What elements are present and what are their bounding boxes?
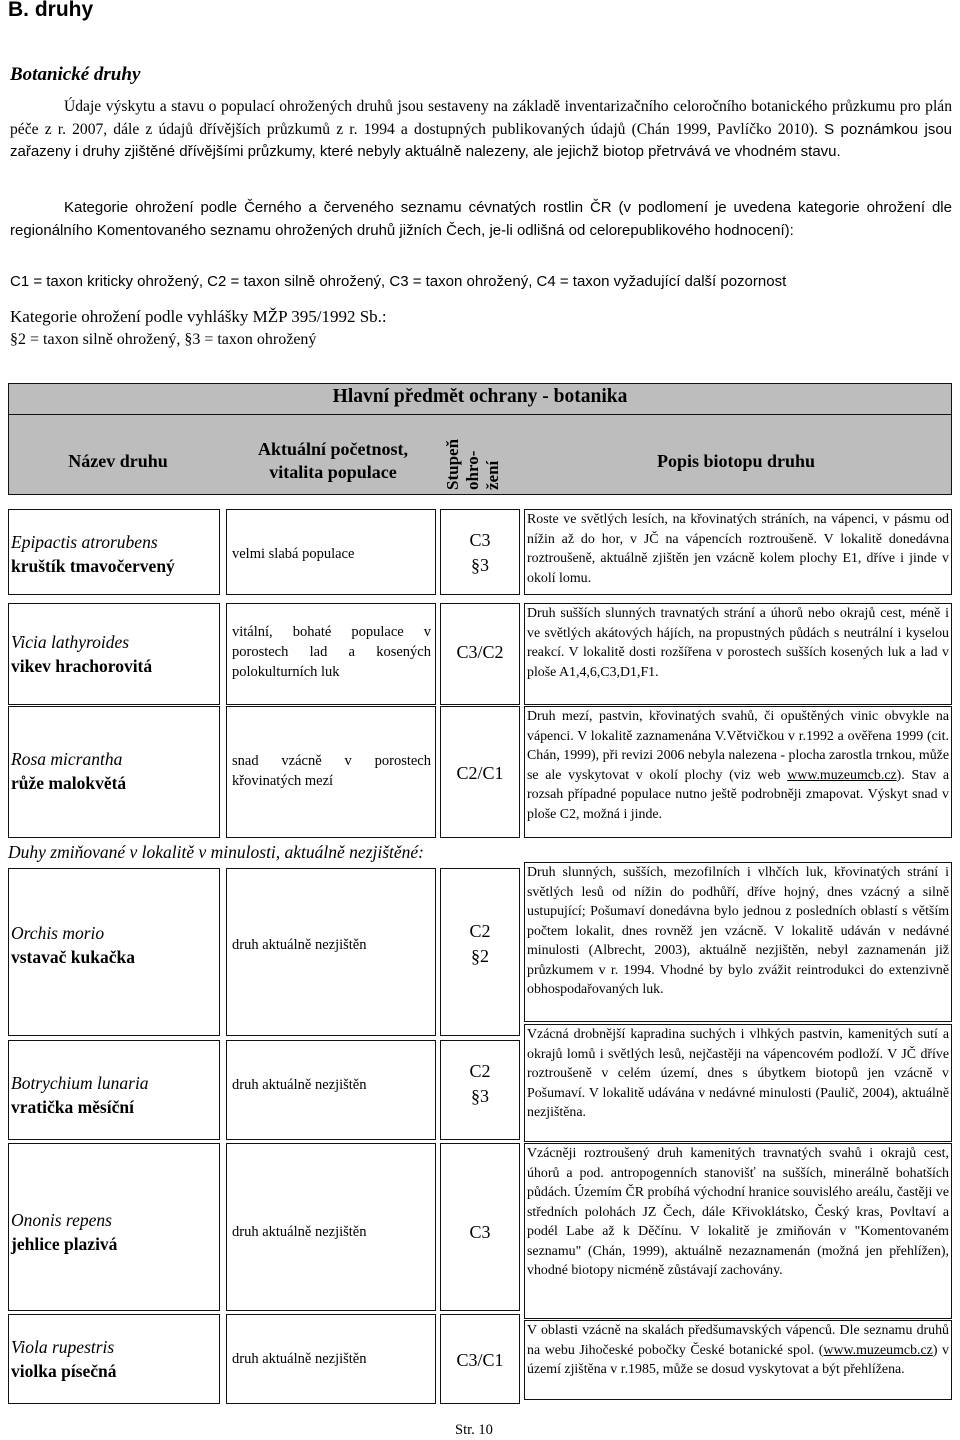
species-name-cell: Epipactis atrorubens kruštík tmavočervený [8, 509, 220, 595]
category-cell: C3/C1 [440, 1314, 520, 1404]
museum-web-link[interactable]: www.muzeumcb.cz [787, 767, 897, 783]
table-header-divider [8, 414, 952, 415]
biotope-description-cell: V oblasti vzácně na skalách předšumavských vápenců. Dle seznamu druhů na webu Jihočeské pobočky České botanické spol. (www.muzeumcb.cz) v území zjištěna v r.1985, může se dosud vyskytovat a být přehlížena. [524, 1320, 952, 1400]
intro-paragraph-1 [10, 96, 952, 164]
biotope-description-cell: Roste ve světlých lesích, na křovinatých stráních, na vápenci, v pásmu od nížin až do hor, v JČ na vápencích roztroušeně. V lokalitě donedávna roztroušeně, aktuálně zjištěn jen vzácně kolem plochy E1, dříve i jinde v okolí lomu. [524, 509, 952, 595]
decree-categories-legend: §2 = taxon silně ohrožený, §3 = taxon ohrožený [10, 331, 317, 348]
subsection-heading: Botanické druhy [10, 64, 141, 85]
category-cell: C3 [440, 1143, 520, 1311]
column-header-biotope: Popis biotopu druhu [656, 451, 816, 471]
population-cell: snad vzácně v porostech křovinatých mezí [226, 706, 436, 838]
category-cell: C3/C2 [440, 603, 520, 705]
population-cell: druh aktuálně nezjištěn [226, 868, 436, 1036]
column-header-name: Název druhu [68, 451, 168, 471]
biotope-description-cell: Druh slunných, sušších, mezofilních i vlhčích luk, křovinatých strání i světlých lesů od nížin do podhůří, dříve hojný, dnes vzácný a silně ustupující; Pošumaví donedávna bylo jednou z posledních oblastí s větším počtem lokalit, dnes rovněž jen vzácně. V lokalitě udáván v nedávné minulosti (Albrecht, 2003), aktuálně nezjištěn, nebyl zaznamenán již průzkumem v r. 1994. Vhodné by bylo zvážit reintrodukci do extenzivně obhospodařovaných luk. [524, 862, 952, 1022]
species-name-cell: Botrychium lunaria vratička měsíční [8, 1040, 220, 1140]
column-header-population: Aktuální početnost, vitalita populace [257, 439, 409, 482]
category-cell: C3 §3 [440, 509, 520, 595]
species-name-cell: Orchis morio vstavač kukačka [8, 868, 220, 1036]
population-cell: druh aktuálně nezjištěn [226, 1143, 436, 1311]
biotope-description-cell: Vzácněji roztroušený druh kamenitých travnatých svahů i okrajů cest, úhorů a pod. antropogenních stanovišť na sušších, minerálně bohatších půdách. Územím ČR probíhá východní hranice souvislého areálu, častěji ve středních polohách JZ Čech, dále Křivoklátsko, Český kras, Povltaví a podél Labe až k Děčínu. V lokalitě je zmiňován v "Komentovaném seznamu" (Chán, 1999), aktuálně nezaznamenán (možná jen přehlížen), vhodné biotopy nicméně zůstávají zachovány. [524, 1143, 952, 1319]
intro-paragraph-2: Kategorie ohrožení podle Černého a červeného seznamu cévnatých rostlin ČR (v podlomení je uvedena kategorie ohrožení dle regionálního Komentovaného seznamu ohrožených druhů jižních Čech, je-li odlišná od celorepublikového hodnocení): [10, 199, 952, 239]
species-name-cell: Vicia lathyroides vikev hrachorovitá [8, 603, 220, 705]
table-title: Hlavní předmět ochrany - botanika [332, 386, 628, 407]
decree-categories-title: Kategorie ohrožení podle vyhlášky MŽP 395/1992 Sb.: [10, 307, 387, 326]
iucn-categories-legend: C1 = taxon kriticky ohrožený, C2 = taxon silně ohrožený, C3 = taxon ohrožený, C4 = taxon vyžadující další pozornost [10, 273, 787, 290]
population-cell: vitální, bohaté populace v porostech lad a kosených polokulturních luk [226, 603, 436, 705]
page-number: Str. 10 [455, 1422, 493, 1438]
intro-note-text: S poznámkou jsou zařazeny i druhy zjištěné dřívějšími průzkumy, které nebyly aktuálně nalezeny, ale jejichž biotop přetrvává ve vhodném stavu. [10, 120, 953, 161]
species-name-cell: Rosa micrantha růže malokvětá [8, 706, 220, 838]
category-cell: C2 §2 [440, 868, 520, 1036]
biotope-description-cell: Druh mezí, pastvin, křovinatých svahů, či opuštěných vinic obvykle na vápenci. V lokalitě zaznamenána V.Větvičkou v r.1992 a ověřena 1999 (cit. Chán, 1999), při revizi 2006 nebyla nalezena - plocha zarostla trnkou, může se ale vyskytovat v okolí plochy (viz web www.muzeumcb.cz). Stav a rozsah případné populace nutno ještě podrobněji zmapovat. Výskyt snad v ploše C2, možná i jinde. [524, 706, 952, 838]
section-heading: B. druhy [8, 0, 94, 21]
category-cell: C2 §3 [440, 1040, 520, 1140]
column-header-category: Stupeň ohro- žení [443, 438, 502, 490]
population-cell: druh aktuálně nezjištěn [226, 1040, 436, 1140]
species-name-cell: Viola rupestris violka písečná [8, 1314, 220, 1404]
museum-web-link[interactable]: www.muzeumcb.cz [823, 1342, 933, 1358]
biotope-description-cell: Vzácná drobnější kapradina suchých i vlhkých pastvin, kamenitých sutí a okrajů lomů i světlých lesů, nejčastěji na vápencovém podloží. V JČ dříve roztroušeně v celém území, dnes s úbytkem biotopů jen vzácně v Pošumaví. V lokalitě udávána v nedávné minulosti (Paulič, 2004), aktuálně nezjištěna. [524, 1024, 952, 1142]
biotope-description-cell: Druh sušších slunných travnatých strání a úhorů nebo okrajů cest, méně i ve světlých akátových hájích, na propustných půdách s neutrální i kyselou reakcí. V lokalitě dosti rozšířena v porostech sušších kosených luk a lad v ploše A1,4,6,C3,D1,F1. [524, 603, 952, 705]
past-species-note: Duhy zmiňované v lokalitě v minulosti, aktuálně nezjištěné: [8, 842, 425, 862]
intro-sources-text: Údaje výskytu a stavu o populací ohrožených druhů jsou sestaveny na základě inventarizačního celoročního botanického průzkumu pro plán péče z r. 2007, dále z údajů dřívějších průzkumů z r. 1994 a dostupných publikovaných údajů (Chán 1999, Pavlíčko 2010). [10, 98, 952, 138]
population-cell: druh aktuálně nezjištěn [226, 1314, 436, 1404]
species-name-cell: Ononis repens jehlice plazivá [8, 1143, 220, 1311]
category-cell: C2/C1 [440, 706, 520, 838]
population-cell: velmi slabá populace [226, 509, 436, 595]
